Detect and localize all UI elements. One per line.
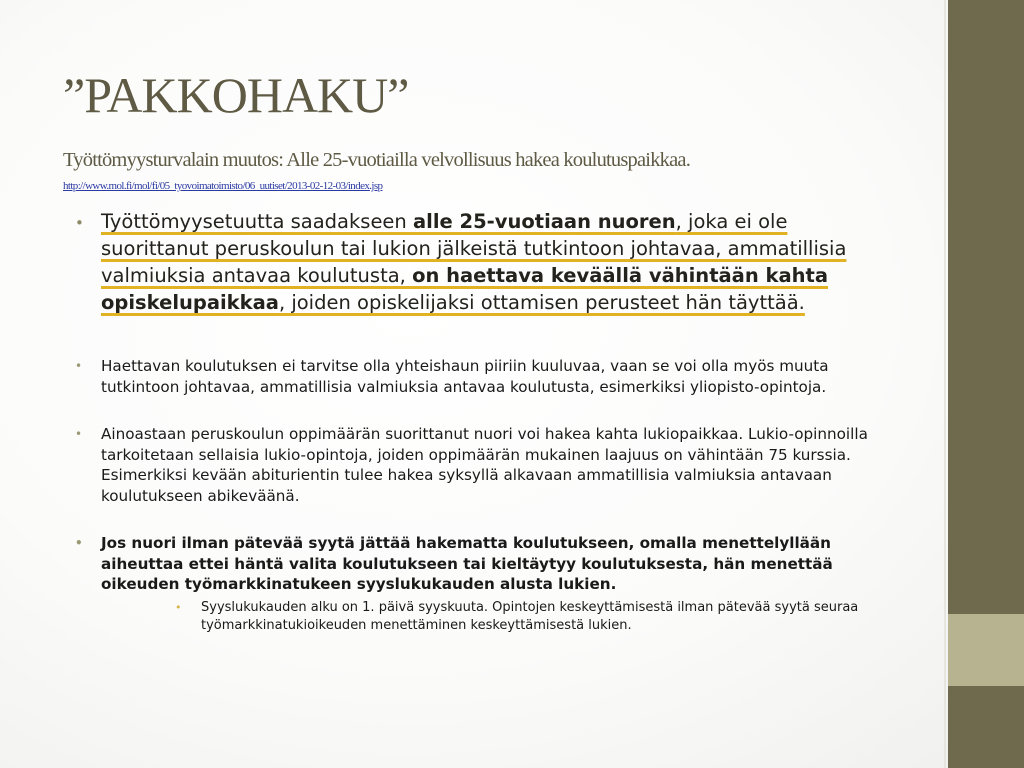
bullet-text: Ainoastaan peruskoulun oppimäärän suorittanut nuori voi hakea kahta lukiopaikkaa. Lukio-opinnoilla tarkoitetaan sellaisia lukio-opintoja, joiden oppimäärän mukainen laajuus on vähintään 75 kurssia. Esimerkiksi kevään abiturientin tulee hakea syksyllä alkavaan ammatillisia valmiuksia antavaan koulutukseen abikeväänä. [101,425,868,505]
bullet-main-text: Työttömyysetuutta saadakseen alle 25-vuotiaan nuoren, joka ei ole suorittanut peruskoulun tai lukion jälkeistä tutkintoon johtavaa, ammatillisia valmiuksia antavaa koulutusta, on haettava keväällä vähintään kahta opiskelupaikkaa, joiden opiskelijaksi ottamisen perusteet hän täyttää. [101,210,847,314]
bullet-text: Jos nuori ilman pätevää syytä jättää hakematta koulutukseen, omalla menettelyllään aiheuttaa ettei häntä valita koulutukseen tai kieltäytyy koulutuksesta, hän menettää oikeuden työmarkkinatukeen syyslukukauden alusta lukien. [101,534,833,593]
slide-title: ”PAKKOHAKU” [63,67,409,123]
bullet-main [75,208,890,316]
source-link[interactable]: http://www.mol.fi/mol/fi/05_tyovoimatoimisto/06_uutiset/2013-02-12-03/index.jsp [63,180,383,192]
sub-bullet-icon: • [175,600,182,614]
bullet-upper-secondary [75,424,890,506]
slide-subtitle: Työttömyysturvalain muutos: Alle 25-vuotiailla velvollisuus hakea koulutuspaikkaa. [63,149,691,171]
bullet-icon: • [75,536,83,550]
bullet-icon: • [75,359,83,373]
bullet-text: Haettavan koulutuksen ei tarvitse olla yhteishaun piiriin kuuluvaa, vaan se voi olla myös muuta tutkintoon johtavaa, ammatillisia valmiuksia antavaa koulutusta, esimerkiksi yliopisto-opintoja. [101,357,829,396]
bullet-icon: • [75,427,83,441]
sub-bullet-autumn-term [175,599,911,635]
bullet-icon: • [75,214,84,232]
sub-bullet-text: Syyslukukauden alku on 1. päivä syyskuuta. Opintojen keskeyttämisestä ilman pätevää syytä seuraa työmarkkinatukioikeuden menettäminen keskeyttämisestä lukien. [201,599,859,633]
side-divider-line [944,0,946,768]
side-accent-block [948,614,1024,686]
bullet-consequence [75,533,890,635]
slide-content [75,208,890,635]
bullet-applied-education [75,356,890,397]
